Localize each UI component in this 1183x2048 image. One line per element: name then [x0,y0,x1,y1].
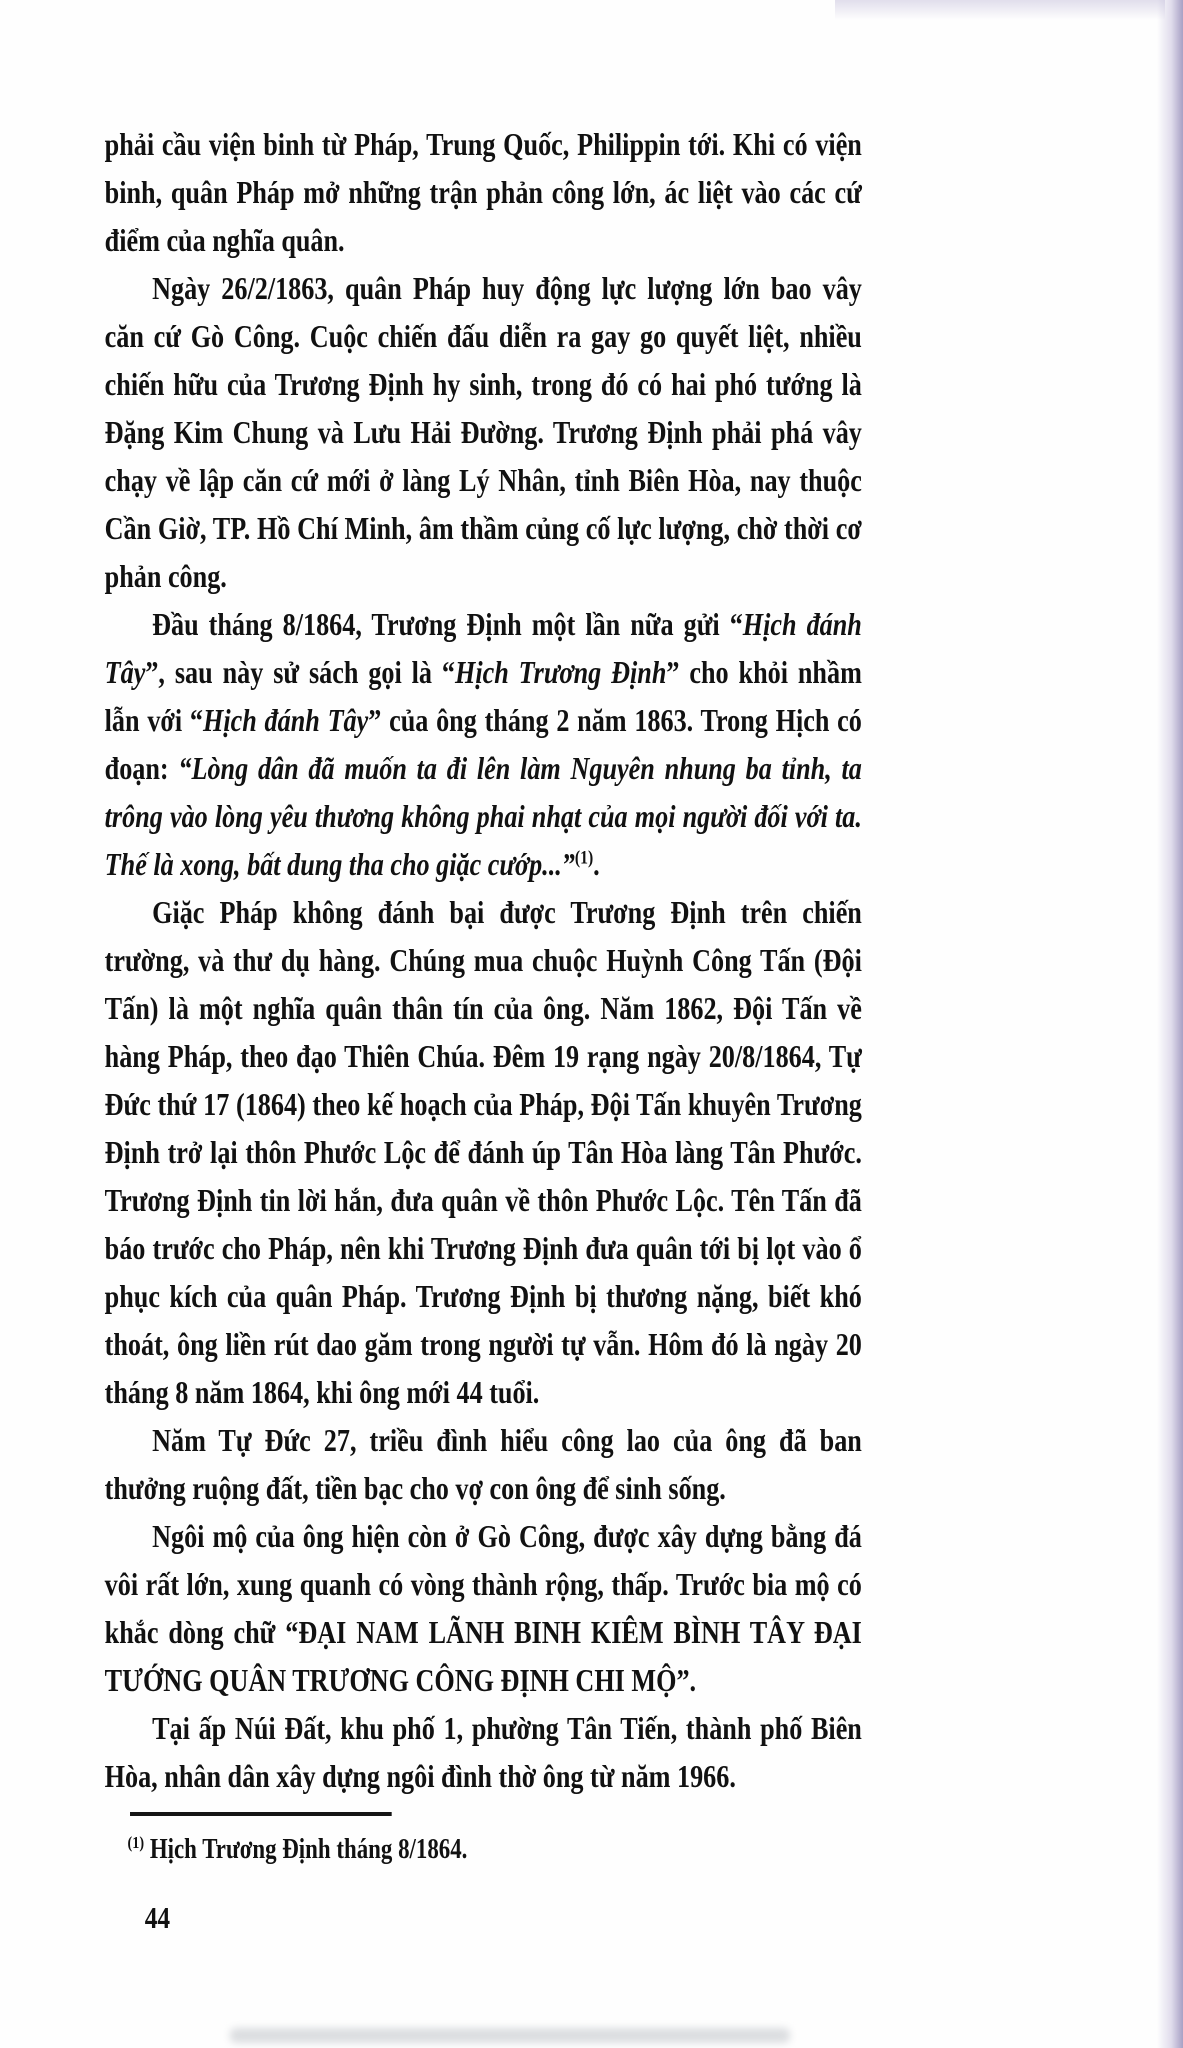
footnote-text: Hịch Trương Định tháng 8/1864. [149,1834,468,1865]
body-text [105,120,862,1800]
paragraph: Ngôi mộ của ông hiện còn ở Gò Công, được xây dựng bằng đá vôi rất lớn, xung quanh có vòng thành rộng, thấp. Trước bia mộ có khắc dòng chữ “ĐẠI NAM LÃNH BINH KIÊM BÌNH TÂY ĐẠI TƯỚNG QUÂN TRƯƠNG CÔNG ĐỊNH CHI MỘ”. [104,1518,862,1698]
page-number: 44 [144,1900,171,1935]
paragraph: phải cầu viện binh từ Pháp, Trung Quốc, Philippin tới. Khi có viện binh, quân Pháp mở những trận phản công lớn, ác liệt vào các cứ điểm của nghĩa quân. [104,126,862,258]
page-edge-shadow [1157,0,1183,2048]
footnote-divider [130,1812,392,1816]
paragraph: Giặc Pháp không đánh bại được Trương Định trên chiến trường, và thư dụ hàng. Chúng mua chuộc Huỳnh Công Tấn (Đội Tấn) là một nghĩa quân thân tín của ông. Năm 1862, Đội Tấn về hàng Pháp, theo đạo Thiên Chúa. Đêm 19 rạng ngày 20/8/1864, Tự Đức thứ 17 (1864) theo kế hoạch của Pháp, Đội Tấn khuyên Trương Định trở lại thôn Phước Lộc để đánh úp Tân Hòa làng Tân Phước. Trương Định tin lời hắn, đưa quân về thôn Phước Lộc. Tên Tấn đã báo trước cho Pháp, nên khi Trương Định đưa quân tới bị lọt vào ổ phục kích của quân Pháp. Trương Định bị thương nặng, biết khó thoát, ông liền rút dao găm trong người tự vẫn. Hôm đó là ngày 20 tháng 8 năm 1864, khi ông mới 44 tuổi. [104,894,862,1410]
top-right-corner-shade [835,0,1165,20]
paragraph: Năm Tự Đức 27, triều đình hiểu công lao của ông đã ban thưởng ruộng đất, tiền bạc cho vợ con ông để sinh sống. [104,1422,862,1506]
paragraph: Tại ấp Núi Đất, khu phố 1, phường Tân Tiến, thành phố Biên Hòa, nhân dân xây dựng ngôi đình thờ ông từ năm 1966. [104,1710,862,1794]
paragraph: Ngày 26/2/1863, quân Pháp huy động lực lượng lớn bao vây căn cứ Gò Công. Cuộc chiến đấu diễn ra gay go quyết liệt, nhiều chiến hữu của Trương Định hy sinh, trong đó có hai phó tướng là Đặng Kim Chung và Lưu Hải Đường. Trương Định phải phá vây chạy về lập căn cứ mới ở làng Lý Nhân, tỉnh Biên Hòa, nay thuộc Cần Giờ, TP. Hồ Chí Minh, âm thầm củng cố lực lượng, chờ thời cơ phản công. [104,270,862,594]
footnote-marker: (1) [127,1832,145,1852]
paragraph: Đầu tháng 8/1864, Trương Định một lần nữa gửi “Hịch đánh Tây”, sau này sử sách gọi là “Hịch Trương Định” cho khỏi nhầm lẫn với “Hịch đánh Tây” của ông tháng 2 năm 1863. Trong Hịch có đoạn: “Lòng dân đã muốn ta đi lên làm Nguyên nhung ba tỉnh, ta trông vào lòng yêu thương không phai nhạt của mọi người đối với ta. Thế là xong, bất dung tha cho giặc cướp...”$^{(1)}$. [104,606,862,882]
bottom-scan-smudge [230,2028,790,2043]
footnote [128,1832,468,1868]
